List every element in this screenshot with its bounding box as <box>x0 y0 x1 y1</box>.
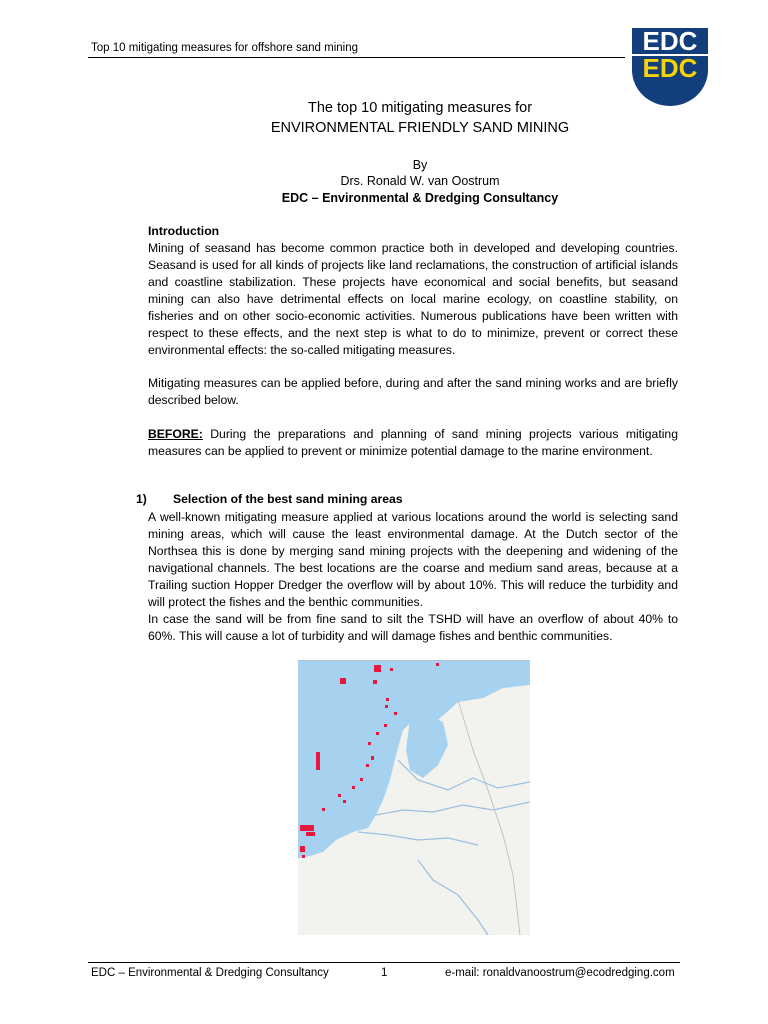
netherlands-map <box>298 660 530 935</box>
running-header: Top 10 mitigating measures for offshore sand mining <box>91 42 358 54</box>
introduction-paragraph: Mining of seasand has become common practice both in developed and developing countries. Seasand is used for all kinds of projects like land reclamations, the construction of artificial islands and coastline stabilization. These projects have economical and social benefits, but seasand mining can also have detrimental effects on local marine ecology, on coastline stability, on fisheries and on other socio-economic activities. Numerous publications have been written with respect to these effects, and the next step is what to do to minimize, prevent or correct these environmental effects: the so-called mitigating measures. <box>148 241 678 357</box>
page-number: 1 <box>381 967 388 979</box>
footer-email: e-mail: ronaldvanoostrum@ecodredging.com <box>445 967 675 979</box>
mining-area <box>376 732 379 735</box>
section1-body <box>148 509 678 611</box>
doc-title-line1: The top 10 mitigating measures for <box>307 100 533 116</box>
mining-area <box>306 832 315 836</box>
mining-area <box>385 705 388 708</box>
edc-logo <box>626 24 714 106</box>
mining-area <box>373 680 377 684</box>
footer-rule <box>88 962 680 963</box>
mining-area <box>352 786 355 789</box>
section1-number: 1) <box>136 492 147 506</box>
mining-area <box>368 742 371 745</box>
mining-area <box>384 724 387 727</box>
section1-paragraph: A well-known mitigating measure applied at various locations around the world is selecting sand mining areas, which will cause the least environmental damage. At the Dutch sector of the Northsea this is done by merging sand mining projects with the deepening and widening of the navigational channels. The best locations are the coarse and medium sand areas, because at a Trailing suction Hopper Dredger the overflow will by about 10%. This will reduce the turbidity and will protect the fishes and the benthic communities. <box>148 510 678 609</box>
organization-name: EDC – Environmental & Dredging Consultancy <box>281 191 559 205</box>
mining-area <box>340 678 346 684</box>
mining-area <box>390 668 393 671</box>
mining-area <box>371 756 374 760</box>
footer-organization: EDC – Environmental & Dredging Consultancy <box>91 967 329 979</box>
mining-area <box>366 764 369 767</box>
mining-area <box>322 808 325 811</box>
doc-title-line2: ENVIRONMENTAL FRIENDLY SAND MINING <box>270 120 570 136</box>
mining-area <box>374 665 381 672</box>
logo-text-bottom: EDC <box>642 53 698 83</box>
author-name: Drs. Ronald W. van Oostrum <box>340 174 500 188</box>
mining-area <box>316 752 320 770</box>
section1-title: Selection of the best sand mining areas <box>173 492 403 506</box>
mining-area <box>302 855 305 858</box>
header-rule <box>88 57 625 58</box>
mining-area <box>300 846 305 852</box>
mining-area <box>360 778 363 781</box>
before-section <box>148 426 678 460</box>
byline: By <box>412 158 428 172</box>
mitigating-paragraph: Mitigating measures can be applied before, during and after the sand mining works and are briefly described below. <box>148 376 678 407</box>
mining-area <box>386 698 389 701</box>
mining-area <box>394 712 397 715</box>
section1-paragraph2: In case the sand will be from fine sand to silt the TSHD will have an overflow of about 40% to 60%. This will cause a lot of turbidity and will damage fishes and benthic communities. <box>148 612 678 643</box>
mining-area <box>436 663 439 666</box>
section1-heading <box>136 492 403 506</box>
mining-area <box>300 825 314 831</box>
before-text: During the preparations and planning of sand mining projects various mitigating measures can be applied to prevent or minimize potential damage to the marine environment. <box>148 427 678 458</box>
section1-body-2 <box>148 611 678 645</box>
mitigating-paragraph-wrap <box>148 375 678 409</box>
mining-area <box>343 800 346 803</box>
mining-area <box>338 794 341 797</box>
introduction-section <box>148 223 678 359</box>
before-label: BEFORE: <box>148 427 203 441</box>
introduction-heading: Introduction <box>148 224 220 238</box>
logo-text-top: EDC <box>642 26 698 56</box>
before-paragraph <box>148 426 678 460</box>
